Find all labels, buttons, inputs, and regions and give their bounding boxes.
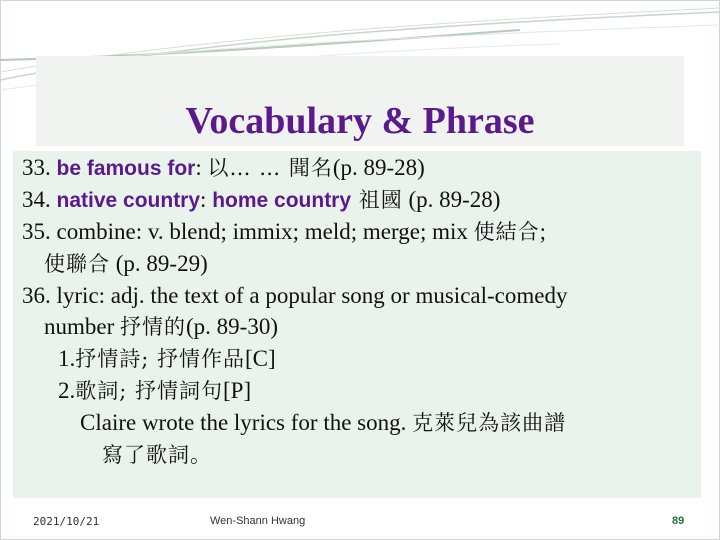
- sub-number: 2.: [58, 378, 76, 403]
- example-sentence: [22, 407, 702, 439]
- meaning: 抒情的: [120, 315, 187, 339]
- vocabulary-list: [22, 152, 702, 471]
- term: native country: [56, 189, 201, 212]
- slide-title: Vocabulary & Phrase: [185, 100, 535, 142]
- item-36-continued: [22, 311, 702, 343]
- sub-number: 1.: [58, 346, 76, 371]
- example-english: Claire wrote the lyrics for the song.: [80, 410, 413, 435]
- meaning-prefix: 以… …: [207, 156, 289, 180]
- page-number: 89: [672, 515, 685, 527]
- separator: ;: [539, 219, 547, 244]
- meaning: 使結合: [473, 220, 540, 244]
- synonym: home country: [212, 189, 352, 212]
- footer-date: 2021/10/21: [33, 515, 100, 528]
- definition: number: [44, 314, 121, 339]
- item-number: 33.: [22, 155, 57, 180]
- meaning: 歌詞; 抒情詞句: [75, 379, 223, 403]
- example-chinese: 克萊兒為該曲譜: [412, 411, 567, 435]
- page-ref: (p. 89-29): [110, 251, 208, 276]
- sub-item-1: [22, 343, 702, 375]
- meaning: 祖國: [351, 188, 403, 212]
- page-ref: (p. 89-28): [402, 187, 501, 212]
- meaning: 使聯合: [44, 252, 110, 276]
- separator: :: [200, 187, 213, 212]
- page-ref: (p. 89-28): [332, 155, 425, 180]
- meaning: 聞名: [288, 156, 333, 180]
- sub-item-2: [22, 375, 702, 407]
- example-sentence-continued: [22, 439, 702, 471]
- item-33: [22, 152, 702, 184]
- item-36: [22, 280, 702, 311]
- page-ref: (p. 89-30): [186, 314, 278, 339]
- example-chinese: 寫了歌詞。: [102, 443, 212, 467]
- definition: 36. lyric: adj. the text of a popular song or musical-comedy: [22, 283, 568, 308]
- term: be famous for: [56, 157, 196, 180]
- item-number: 34.: [22, 187, 57, 212]
- meaning: 抒情詩; 抒情作品: [75, 347, 245, 371]
- item-35-continued: [22, 248, 702, 280]
- item-35: [22, 216, 702, 248]
- grammar-tag: [C]: [245, 346, 276, 371]
- footer-author: Wen-Shann Hwang: [210, 515, 306, 527]
- item-34: [22, 184, 702, 216]
- definition: 35. combine: v. blend; immix; meld; merge; mix: [22, 219, 474, 244]
- grammar-tag: [P]: [223, 378, 252, 403]
- separator: :: [195, 155, 208, 180]
